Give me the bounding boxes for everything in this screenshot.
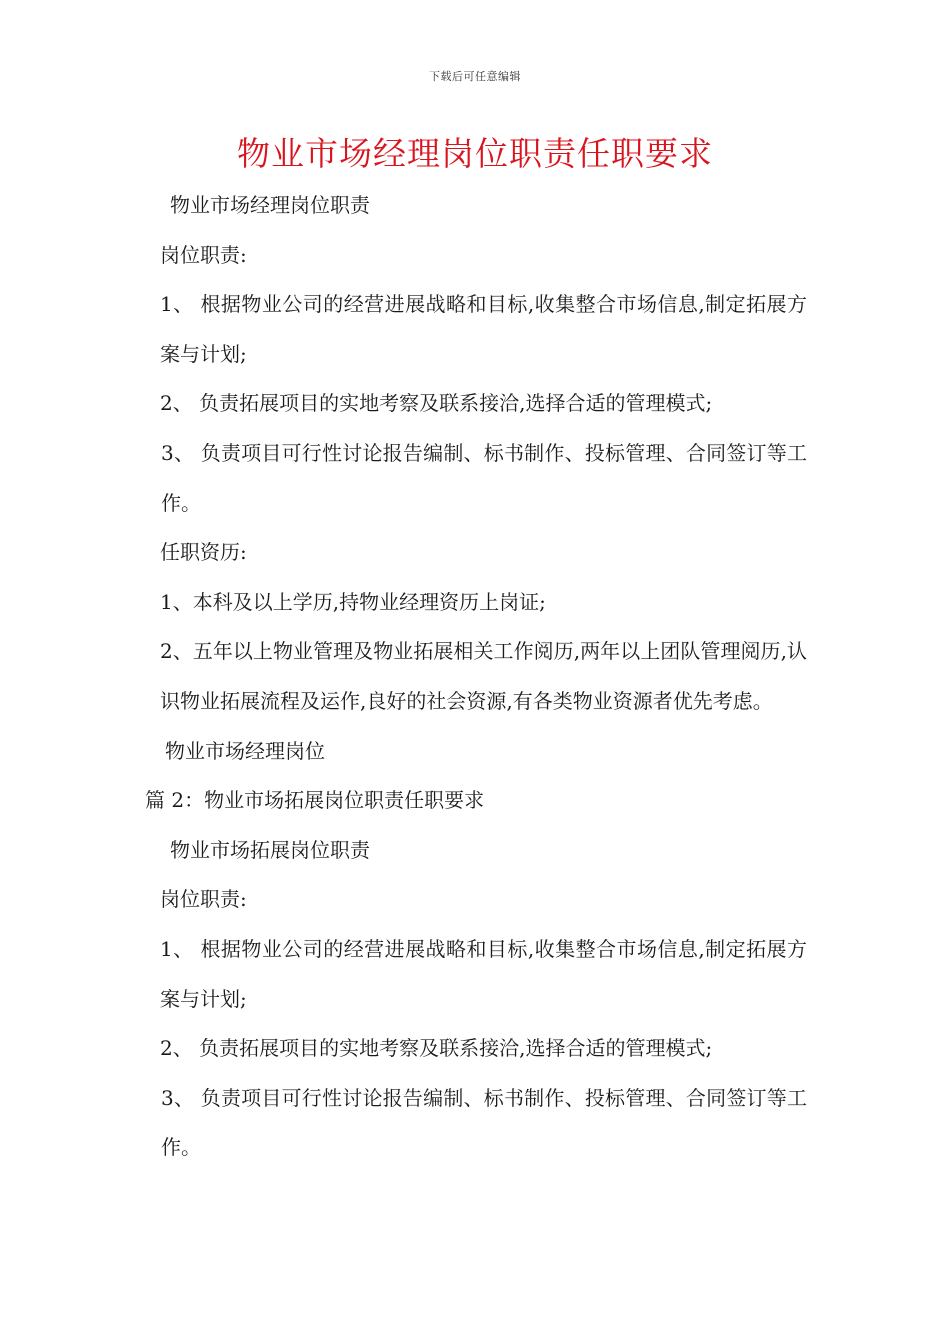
section-heading: 物业市场经理岗位职责 <box>170 193 370 217</box>
list-item: 2、五年以上物业管理及物业拓展相关工作阅历,两年以上团队管理阅历,认识物业拓展流程及运作,良好的社会资源,有各类物业资源者优先考虑。 <box>160 639 807 713</box>
paragraph: 物业市场经理岗位 <box>165 738 325 763</box>
document-body <box>145 181 807 1173</box>
list-item: 2、 负责拓展项目的实地考察及联系接洽,选择合适的管理模式; <box>160 1036 713 1061</box>
subheading: 岗位职责: <box>160 242 247 267</box>
list-item: 1、 根据物业公司的经营进展战略和目标,收集整合市场信息,制定拓展方案与计划; <box>160 936 807 1011</box>
list-item: 1、 根据物业公司的经营进展战略和目标,收集整合市场信息,制定拓展方案与计划; <box>160 292 807 366</box>
list-item: 2、 负责拓展项目的实地考察及联系接洽,选择合适的管理模式; <box>160 391 713 416</box>
chapter-heading: 篇 2：物业市场拓展岗位职责任职要求 <box>145 788 485 813</box>
list-item: 3、 负责项目可行性讨论报告编制、标书制作、投标管理、合同签订等工作。 <box>161 440 807 515</box>
list-item: 3、 负责项目可行性讨论报告编制、标书制作、投标管理、合同签订等工作。 <box>161 1085 807 1160</box>
list-item: 1、本科及以上学历,持物业经理资历上岗证; <box>160 589 546 614</box>
section-heading: 物业市场拓展岗位职责 <box>170 837 370 862</box>
page-header-note: 下载后可任意编辑 <box>429 70 521 83</box>
subheading: 岗位职责: <box>160 887 247 912</box>
subheading: 任职资历: <box>160 540 247 565</box>
document-title: 物业市场经理岗位职责任职要求 <box>237 134 713 173</box>
